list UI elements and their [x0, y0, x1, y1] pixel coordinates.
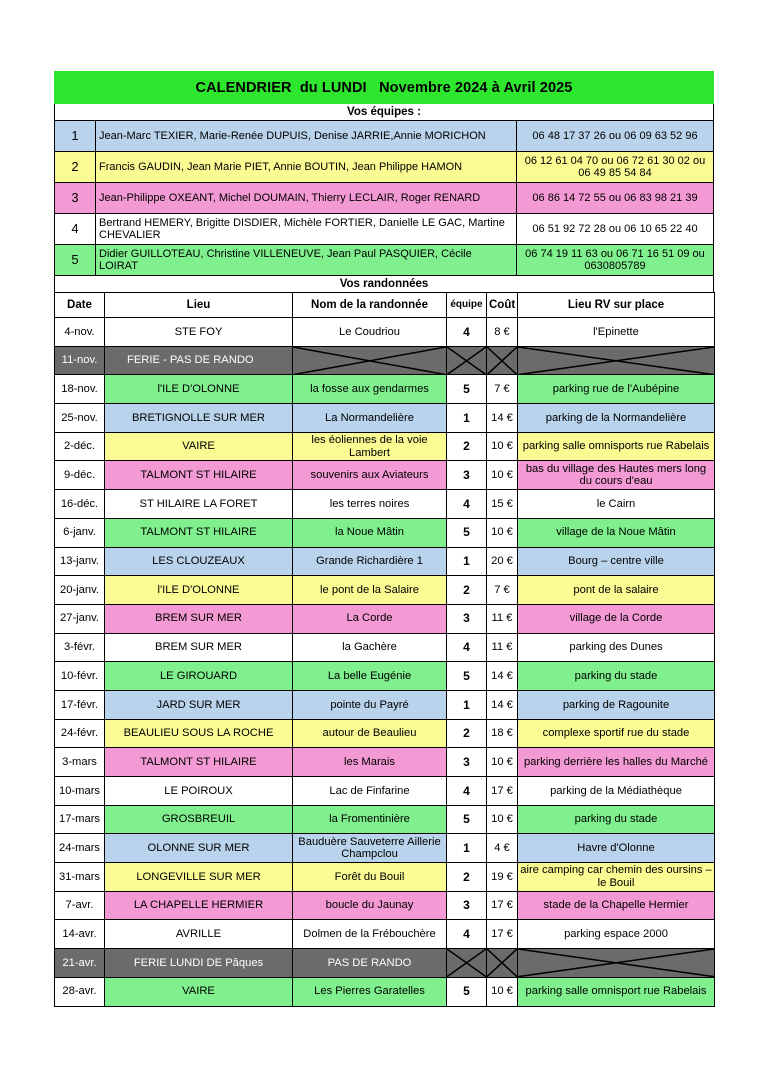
table-row — [55, 633, 715, 662]
team-cell: 2 — [447, 576, 487, 605]
cost-cell: 19 € — [487, 863, 518, 892]
cost-cell: 10 € — [487, 748, 518, 777]
team-cell: 2 — [447, 432, 487, 461]
hike-name-cell: le pont de la Salaire — [293, 576, 447, 605]
date-cell: 20-janv. — [55, 576, 105, 605]
table-row — [55, 690, 715, 719]
team-number: 5 — [55, 245, 96, 276]
place-cell: FERIE - PAS DE RANDO — [105, 346, 293, 375]
hike-name-cell: pointe du Payré — [293, 690, 447, 719]
meeting-place-cell: Havre d'Olonne — [518, 834, 715, 863]
date-cell: 2-déc. — [55, 432, 105, 461]
table-row — [55, 662, 715, 691]
place-cell: l'ILE D'OLONNE — [105, 576, 293, 605]
team-phone: 06 48 17 37 26 ou 06 09 63 52 96 — [517, 121, 714, 152]
meeting-place-cell: parking du stade — [518, 662, 715, 691]
team-cell: 5 — [447, 662, 487, 691]
cost-cell: 10 € — [487, 461, 518, 490]
team-members: Bertrand HEMERY, Brigitte DISDIER, Michèle FORTIER, Danielle LE GAC, Martine CHEVALIER — [96, 214, 517, 245]
table-row — [55, 547, 715, 576]
teams-table — [54, 120, 714, 276]
team-cell: 3 — [447, 461, 487, 490]
table-row — [55, 863, 715, 892]
team-row — [55, 245, 714, 276]
cost-cell: 18 € — [487, 719, 518, 748]
hike-name-cell: Forêt du Bouil — [293, 863, 447, 892]
team-cell: 4 — [447, 633, 487, 662]
meeting-place-cell: parking rue de l'Aubépine — [518, 375, 715, 404]
column-header: Nom de la randonnée — [293, 293, 447, 318]
table-row — [55, 318, 715, 347]
cancelled-cell — [293, 346, 447, 375]
cost-cell: 7 € — [487, 375, 518, 404]
cost-cell: 10 € — [487, 518, 518, 547]
table-row — [55, 891, 715, 920]
place-cell: GROSBREUIL — [105, 805, 293, 834]
meeting-place-cell: l'Epinette — [518, 318, 715, 347]
hike-name-cell: Bauduère Sauveterre Aillerie Champclou — [293, 834, 447, 863]
date-cell: 6-janv. — [55, 518, 105, 547]
team-cell: 1 — [447, 834, 487, 863]
table-row — [55, 949, 715, 978]
column-header: Coût — [487, 293, 518, 318]
date-cell: 28-avr. — [55, 977, 105, 1006]
table-row — [55, 490, 715, 519]
hike-name-cell: Les Pierres Garatelles — [293, 977, 447, 1006]
hike-name-cell: la Gachère — [293, 633, 447, 662]
cost-cell: 17 € — [487, 891, 518, 920]
meeting-place-cell: parking salle omnisport rue Rabelais — [518, 977, 715, 1006]
cost-cell: 14 € — [487, 662, 518, 691]
hike-name-cell: Grande Richardière 1 — [293, 547, 447, 576]
meeting-place-cell: parking salle omnisports rue Rabelais — [518, 432, 715, 461]
meeting-place-cell: parking de la Normandelière — [518, 404, 715, 433]
date-cell: 17-févr. — [55, 690, 105, 719]
meeting-place-cell: stade de la Chapelle Hermier — [518, 891, 715, 920]
place-cell: l'ILE D'OLONNE — [105, 375, 293, 404]
table-row — [55, 518, 715, 547]
column-header: équipe — [447, 293, 487, 318]
team-cell: 3 — [447, 891, 487, 920]
date-cell: 21-avr. — [55, 949, 105, 978]
meeting-place-cell: parking des Dunes — [518, 633, 715, 662]
calendar-sheet — [54, 71, 714, 1007]
place-cell: LA CHAPELLE HERMIER — [105, 891, 293, 920]
place-cell: LE POIROUX — [105, 777, 293, 806]
place-cell: VAIRE — [105, 977, 293, 1006]
date-cell: 10-févr. — [55, 662, 105, 691]
cancelled-cell — [487, 346, 518, 375]
cost-cell: 17 € — [487, 777, 518, 806]
team-number: 4 — [55, 214, 96, 245]
cancelled-cell — [447, 346, 487, 375]
place-cell: TALMONT ST HILAIRE — [105, 748, 293, 777]
place-cell: JARD SUR MER — [105, 690, 293, 719]
date-cell: 9-déc. — [55, 461, 105, 490]
table-row — [55, 432, 715, 461]
place-cell: OLONNE SUR MER — [105, 834, 293, 863]
runs-table — [54, 292, 715, 1007]
team-phone: 06 74 19 11 63 ou 06 71 16 51 09 ou 0630805789 — [517, 245, 714, 276]
table-row — [55, 404, 715, 433]
hike-name-cell: la Noue Mâtin — [293, 518, 447, 547]
runs-heading: Vos randonnées — [54, 276, 714, 292]
team-members: Francis GAUDIN, Jean Marie PIET, Annie BOUTIN, Jean Philippe HAMON — [96, 152, 517, 183]
place-cell: STE FOY — [105, 318, 293, 347]
cross-mark-icon — [447, 347, 486, 375]
meeting-place-cell: parking derrière les halles du Marché — [518, 748, 715, 777]
table-row — [55, 920, 715, 949]
meeting-place-cell: complexe sportif rue du stade — [518, 719, 715, 748]
team-row — [55, 121, 714, 152]
column-header: Lieu RV sur place — [518, 293, 715, 318]
team-cell: 4 — [447, 490, 487, 519]
team-cell: 5 — [447, 375, 487, 404]
place-cell: BREM SUR MER — [105, 604, 293, 633]
title-left: CALENDRIER du LUNDI — [195, 79, 367, 96]
cost-cell: 14 € — [487, 690, 518, 719]
cost-cell: 20 € — [487, 547, 518, 576]
cost-cell: 7 € — [487, 576, 518, 605]
hike-name-cell: La belle Eugénie — [293, 662, 447, 691]
place-cell: FERIE LUNDI DE Pâques — [105, 949, 293, 978]
team-number: 2 — [55, 152, 96, 183]
hike-name-cell: PAS DE RANDO — [293, 949, 447, 978]
cancelled-cell — [518, 949, 715, 978]
hike-name-cell: les Marais — [293, 748, 447, 777]
hike-name-cell: Dolmen de la Frébouchère — [293, 920, 447, 949]
team-members: Jean-Philippe OXEANT, Michel DOUMAIN, Thierry LECLAIR, Roger RENARD — [96, 183, 517, 214]
date-cell: 17-mars — [55, 805, 105, 834]
table-row — [55, 375, 715, 404]
meeting-place-cell: village de la Corde — [518, 604, 715, 633]
page-title — [54, 71, 714, 104]
team-phone: 06 12 61 04 70 ou 06 72 61 30 02 ou 06 49 85 54 84 — [517, 152, 714, 183]
team-cell: 5 — [447, 518, 487, 547]
date-cell: 24-févr. — [55, 719, 105, 748]
table-row — [55, 604, 715, 633]
team-number: 1 — [55, 121, 96, 152]
cancelled-cell — [487, 949, 518, 978]
hike-name-cell: les terres noires — [293, 490, 447, 519]
column-header: Date — [55, 293, 105, 318]
team-members: Jean-Marc TEXIER, Marie-Renée DUPUIS, Denise JARRIE,Annie MORICHON — [96, 121, 517, 152]
meeting-place-cell: bas du village des Hautes mers long du cours d'eau — [518, 461, 715, 490]
cross-mark-icon — [487, 949, 517, 977]
place-cell: LES CLOUZEAUX — [105, 547, 293, 576]
cost-cell: 10 € — [487, 805, 518, 834]
date-cell: 16-déc. — [55, 490, 105, 519]
team-cell: 3 — [447, 604, 487, 633]
team-phone: 06 51 92 72 28 ou 06 10 65 22 40 — [517, 214, 714, 245]
cost-cell: 11 € — [487, 604, 518, 633]
hike-name-cell: Lac de Finfarine — [293, 777, 447, 806]
team-cell: 3 — [447, 748, 487, 777]
date-cell: 10-mars — [55, 777, 105, 806]
meeting-place-cell: parking espace 2000 — [518, 920, 715, 949]
date-cell: 3-mars — [55, 748, 105, 777]
cross-mark-icon — [487, 347, 517, 375]
date-cell: 14-avr. — [55, 920, 105, 949]
cancelled-cell — [447, 949, 487, 978]
hike-name-cell: souvenirs aux Aviateurs — [293, 461, 447, 490]
team-number: 3 — [55, 183, 96, 214]
cost-cell: 4 € — [487, 834, 518, 863]
team-cell: 4 — [447, 318, 487, 347]
hike-name-cell: la fosse aux gendarmes — [293, 375, 447, 404]
place-cell: LONGEVILLE SUR MER — [105, 863, 293, 892]
place-cell: BRETIGNOLLE SUR MER — [105, 404, 293, 433]
team-cell: 4 — [447, 920, 487, 949]
hike-name-cell: La Corde — [293, 604, 447, 633]
team-row — [55, 183, 714, 214]
date-cell: 7-avr. — [55, 891, 105, 920]
team-cell: 2 — [447, 863, 487, 892]
meeting-place-cell: village de la Noue Mâtin — [518, 518, 715, 547]
cost-cell: 15 € — [487, 490, 518, 519]
date-cell: 11-nov. — [55, 346, 105, 375]
hike-name-cell: autour de Beaulieu — [293, 719, 447, 748]
cost-cell: 17 € — [487, 920, 518, 949]
date-cell: 25-nov. — [55, 404, 105, 433]
place-cell: AVRILLE — [105, 920, 293, 949]
table-row — [55, 576, 715, 605]
meeting-place-cell: Bourg – centre ville — [518, 547, 715, 576]
cancelled-cell — [518, 346, 715, 375]
cost-cell: 8 € — [487, 318, 518, 347]
teams-heading: Vos équipes : — [54, 104, 714, 120]
meeting-place-cell: parking de Ragounite — [518, 690, 715, 719]
table-row — [55, 977, 715, 1006]
date-cell: 31-mars — [55, 863, 105, 892]
team-cell: 1 — [447, 404, 487, 433]
team-cell: 1 — [447, 547, 487, 576]
place-cell: BREM SUR MER — [105, 633, 293, 662]
place-cell: LE GIROUARD — [105, 662, 293, 691]
place-cell: VAIRE — [105, 432, 293, 461]
hike-name-cell: boucle du Jaunay — [293, 891, 447, 920]
table-row — [55, 777, 715, 806]
table-header-row — [55, 293, 715, 318]
meeting-place-cell: pont de la salaire — [518, 576, 715, 605]
team-cell: 1 — [447, 690, 487, 719]
team-row — [55, 214, 714, 245]
table-row — [55, 748, 715, 777]
date-cell: 13-janv. — [55, 547, 105, 576]
cross-mark-icon — [293, 347, 446, 375]
place-cell: TALMONT ST HILAIRE — [105, 518, 293, 547]
cost-cell: 10 € — [487, 432, 518, 461]
table-row — [55, 346, 715, 375]
team-members: Didier GUILLOTEAU, Christine VILLENEUVE, Jean Paul PASQUIER, Cécile LOIRAT — [96, 245, 517, 276]
meeting-place-cell: aire camping car chemin des oursins – le Bouil — [518, 863, 715, 892]
table-row — [55, 719, 715, 748]
hike-name-cell: les éoliennes de la voie Lambert — [293, 432, 447, 461]
cross-mark-icon — [518, 347, 714, 375]
team-cell: 5 — [447, 805, 487, 834]
place-cell: BEAULIEU SOUS LA ROCHE — [105, 719, 293, 748]
table-row — [55, 805, 715, 834]
cost-cell: 10 € — [487, 977, 518, 1006]
date-cell: 3-févr. — [55, 633, 105, 662]
date-cell: 27-janv. — [55, 604, 105, 633]
date-cell: 24-mars — [55, 834, 105, 863]
column-header: Lieu — [105, 293, 293, 318]
meeting-place-cell: le Cairn — [518, 490, 715, 519]
hike-name-cell: la Fromentinière — [293, 805, 447, 834]
table-row — [55, 834, 715, 863]
meeting-place-cell: parking de la Médiathèque — [518, 777, 715, 806]
title-right: Novembre 2024 à Avril 2025 — [379, 79, 573, 96]
team-cell: 2 — [447, 719, 487, 748]
cost-cell: 14 € — [487, 404, 518, 433]
team-cell: 5 — [447, 977, 487, 1006]
cross-mark-icon — [518, 949, 714, 977]
place-cell: TALMONT ST HILAIRE — [105, 461, 293, 490]
team-cell: 4 — [447, 777, 487, 806]
table-row — [55, 461, 715, 490]
hike-name-cell: Le Coudriou — [293, 318, 447, 347]
place-cell: ST HILAIRE LA FORET — [105, 490, 293, 519]
hike-name-cell: La Normandelière — [293, 404, 447, 433]
team-row — [55, 152, 714, 183]
meeting-place-cell: parking du stade — [518, 805, 715, 834]
cost-cell: 11 € — [487, 633, 518, 662]
cross-mark-icon — [447, 949, 486, 977]
date-cell: 18-nov. — [55, 375, 105, 404]
date-cell: 4-nov. — [55, 318, 105, 347]
team-phone: 06 86 14 72 55 ou 06 83 98 21 39 — [517, 183, 714, 214]
